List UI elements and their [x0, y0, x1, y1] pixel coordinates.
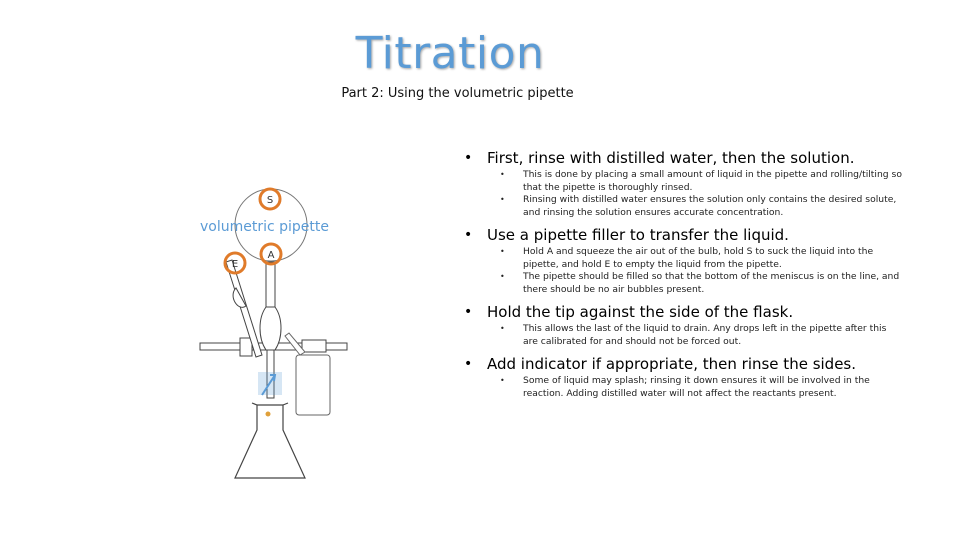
step-4-detail: • Some of liquid may splash; rinsing it down ensures it will be involved in the reaction. Adding distilled water will not affect the reactants present. — [462, 375, 902, 400]
clamp-boss — [240, 338, 252, 356]
slide-subtitle: Part 2: Using the volumetric pipette — [341, 86, 574, 101]
step-2-detail: • The pipette should be filled so that the bottom of the meniscus is on the line, and there should be no air bubbles present. — [462, 271, 902, 296]
step-1-details — [462, 169, 902, 219]
step-2-details — [462, 246, 902, 296]
step-1-detail: • Rinsing with distilled water ensures the solution only contains the desired solute, and rinsing the solution ensures accurate concentration. — [462, 194, 902, 219]
step-2-detail: • Hold A and squeeze the air out of the bulb, hold S to suck the liquid into the pipette, and hold E to empty the liquid from the pipette. — [462, 246, 902, 271]
clamp-jaw — [302, 340, 326, 352]
step-3-detail: • This allows the last of the liquid to drain. Any drops left in the pipette after this are calibrated for and should not be forced out. — [462, 323, 902, 348]
step-4-details — [462, 375, 902, 400]
marker-s-label: S — [266, 195, 274, 206]
marker-e-label: E — [231, 259, 239, 270]
step-3-heading: • Hold the tip against the side of the flask. — [462, 302, 902, 322]
slide-title: Titration — [355, 28, 545, 79]
step-1-heading: • First, rinse with distilled water, then the solution. — [462, 148, 902, 168]
step-1-detail: • This is done by placing a small amount of liquid in the pipette and rolling/tilting so that the pipette is thoroughly rinsed. — [462, 169, 902, 194]
marker-a-label: A — [267, 250, 275, 261]
drop — [266, 412, 271, 417]
step-3-details — [462, 323, 902, 348]
step-4-heading: • Add indicator if appropriate, then rinse the sides. — [462, 354, 902, 374]
pipette-label: volumetric pipette — [200, 219, 330, 235]
step-2-heading: • Use a pipette filler to transfer the liquid. — [462, 225, 902, 245]
instruction-list — [462, 146, 902, 406]
